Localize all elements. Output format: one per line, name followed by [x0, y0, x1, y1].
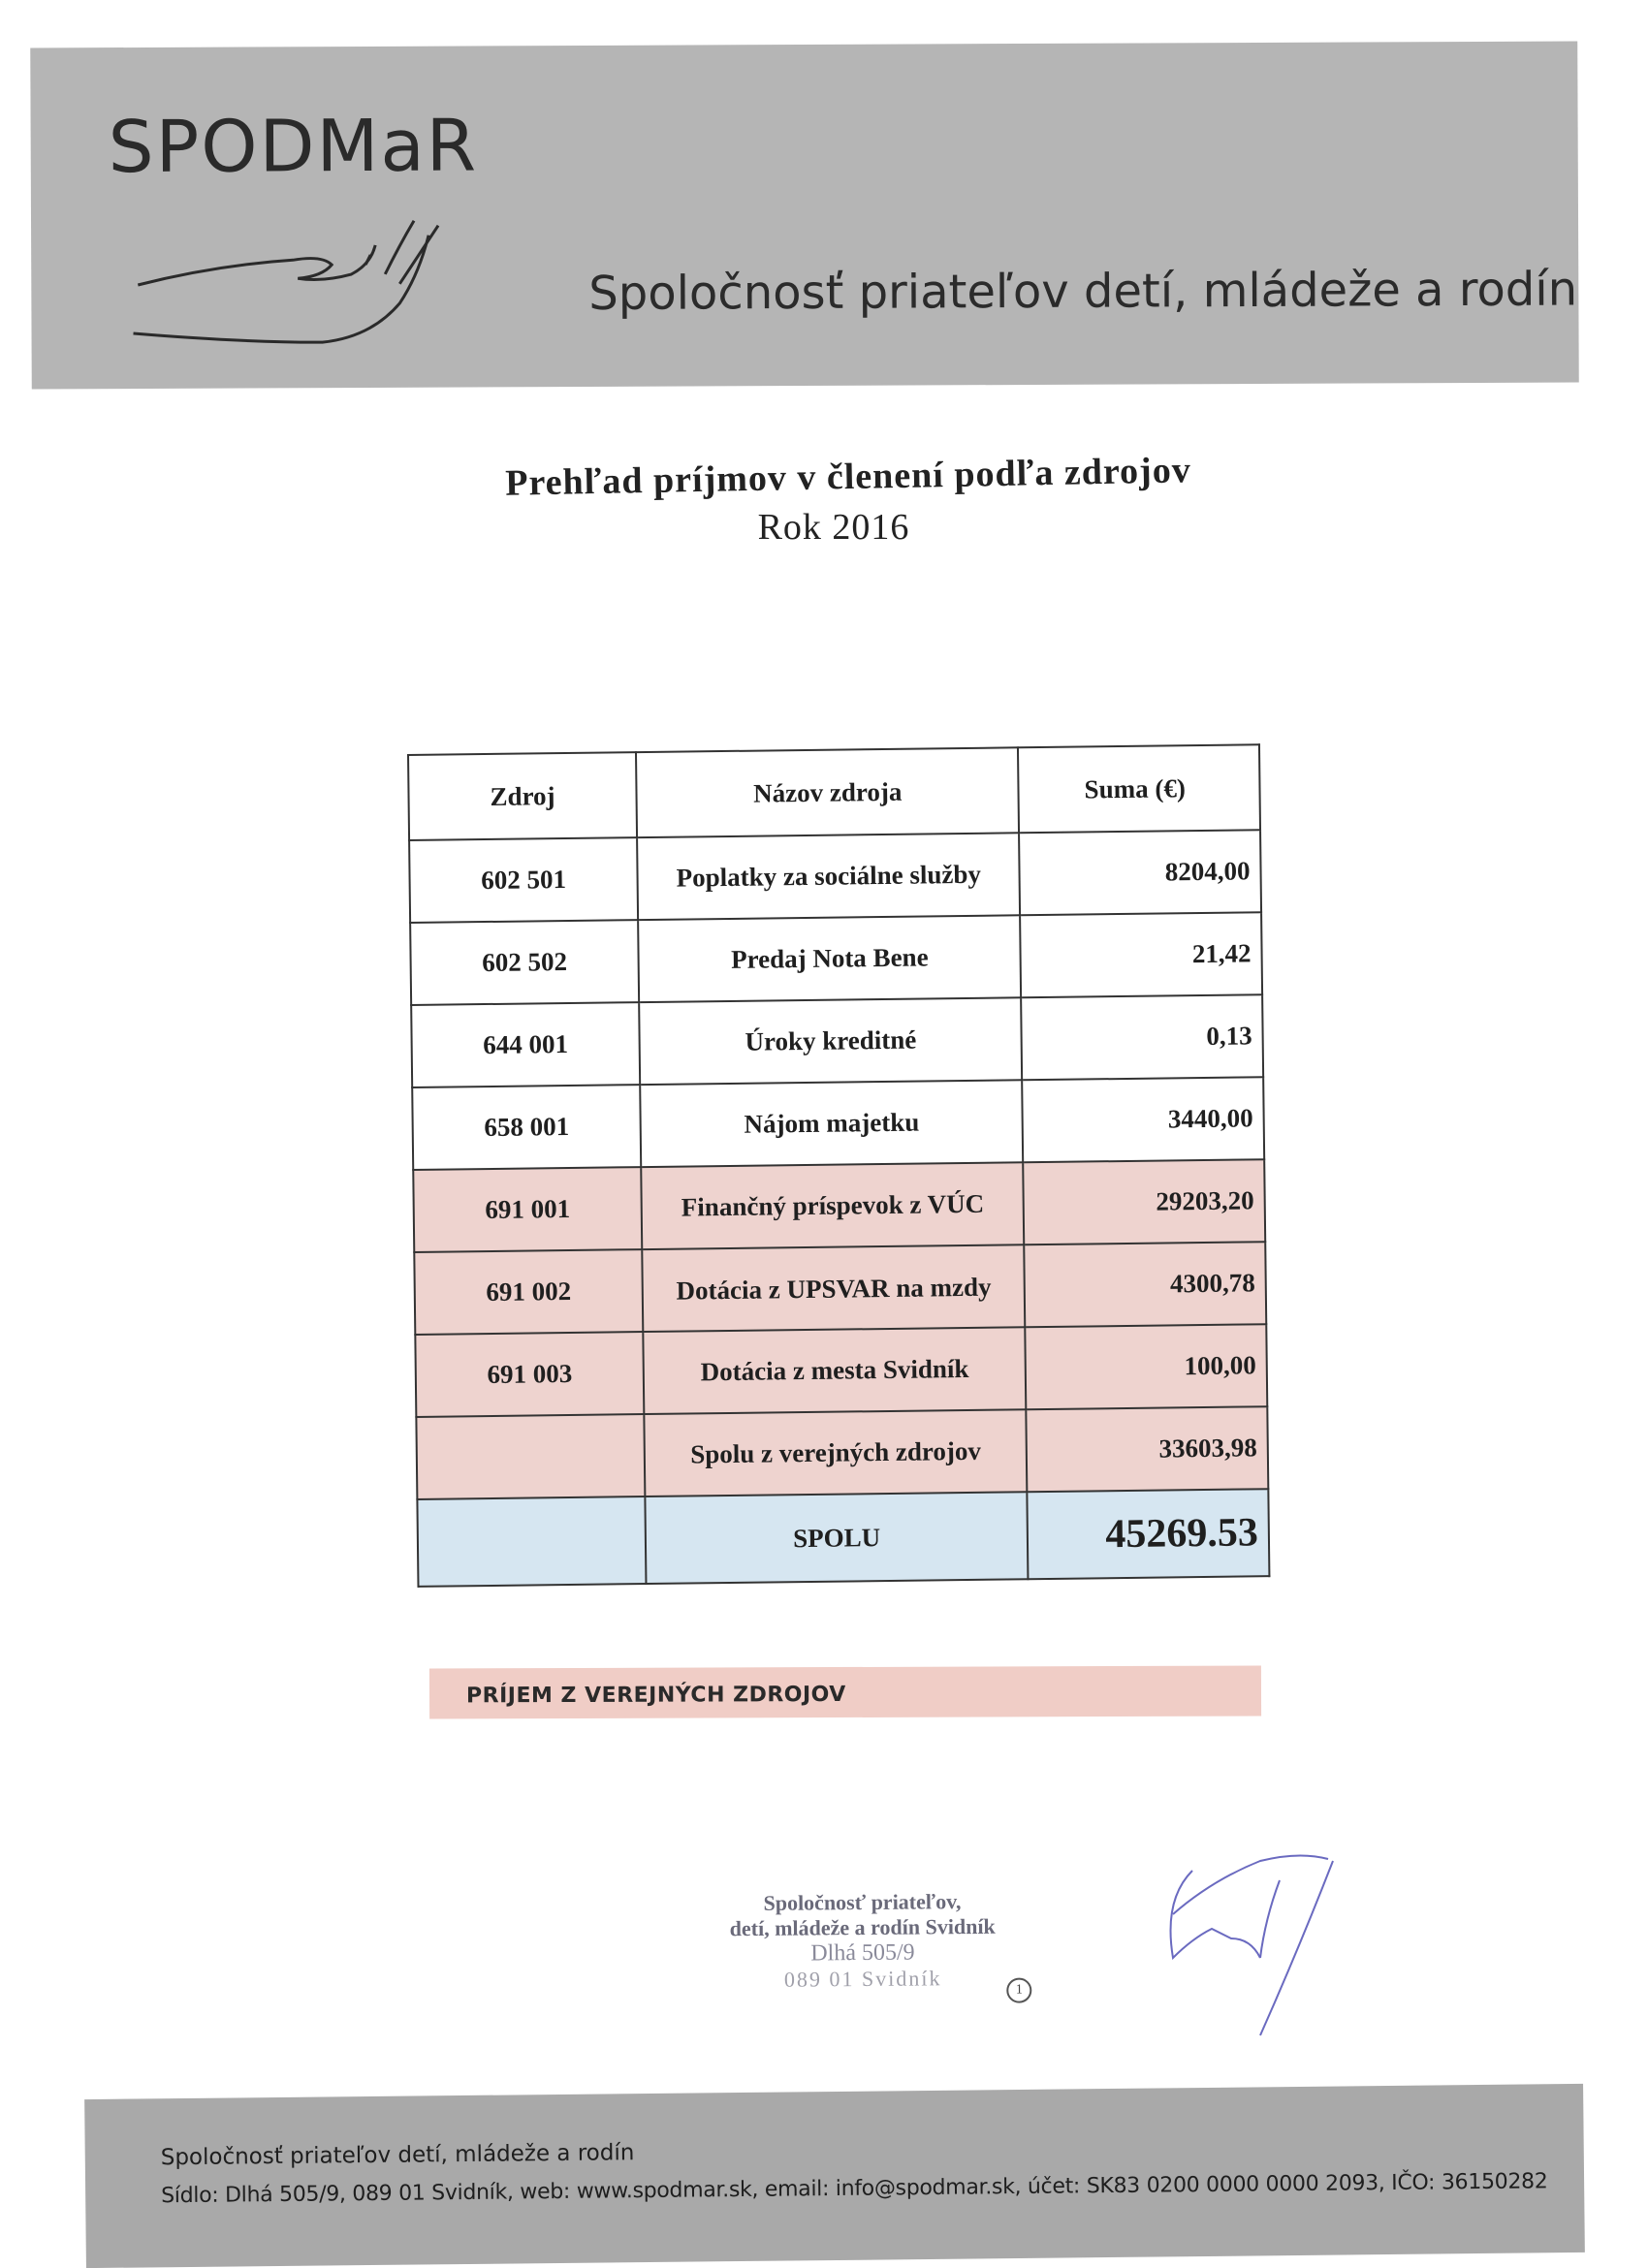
row-code: [416, 1414, 645, 1499]
table-row: [412, 1077, 1264, 1170]
row-sum: 21,42: [1021, 912, 1263, 997]
stamp-line: Spoločnosť priateľov,: [763, 1889, 962, 1915]
footer-org-name: Spoločnosť priateľov detí, mládeže a rodín: [160, 2140, 635, 2171]
table-header-row: [408, 744, 1260, 840]
footer-banner: [84, 2084, 1585, 2268]
header-banner: [30, 42, 1579, 390]
row-code: 602 502: [410, 920, 639, 1005]
row-sum: 29203,20: [1024, 1159, 1266, 1244]
row-code: 691 002: [414, 1249, 643, 1335]
header-name: Názov zdroja: [636, 747, 1019, 837]
table-row-total: [417, 1489, 1269, 1587]
row-sum: 3440,00: [1023, 1077, 1265, 1162]
footer-contact: Sídlo: Dlhá 505/9, 089 01 Svidník, web: www.spodmar.sk, email: info@spodmar.sk, účet: SK83 0200 0000 0000 2093, IČO: 36150282: [161, 2169, 1548, 2209]
logo-text: SPODMaR: [108, 104, 479, 190]
row-name: Predaj Nota Bene: [638, 915, 1021, 1002]
stamp-line: 089 01 Svidník: [783, 1966, 942, 1992]
row-name: Spolu z verejných zdrojov: [644, 1409, 1027, 1496]
row-name: Finančný príspevok z VÚC: [641, 1162, 1024, 1249]
stamp-number: 1: [1006, 1977, 1031, 2002]
header-subtitle: Spoločnosť priateľov detí, mládeže a rodín: [588, 262, 1578, 321]
table-row-public: [414, 1242, 1266, 1335]
table-row-public: [413, 1159, 1265, 1252]
row-code: 691 003: [415, 1332, 644, 1417]
table-row-public: [415, 1324, 1267, 1417]
row-sum: 33603,98: [1027, 1406, 1269, 1492]
row-name: Dotácia z mesta Svidník: [643, 1327, 1026, 1414]
logo: [109, 104, 536, 387]
organization-stamp: [687, 1888, 1037, 2027]
row-code: 691 001: [413, 1167, 642, 1252]
table-row: [411, 994, 1263, 1087]
row-code: 658 001: [412, 1085, 641, 1170]
table-row: [409, 830, 1261, 923]
document-title: Prehľad príjmov v členení podľa zdrojov: [504, 450, 1192, 504]
row-name: Dotácia z UPSVAR na mzdy: [642, 1244, 1025, 1332]
row-sum: 100,00: [1026, 1324, 1268, 1409]
signature-icon: [1154, 1842, 1367, 2055]
row-sum: 8204,00: [1019, 830, 1261, 915]
hand-logo-icon: [128, 205, 517, 382]
row-name: Nájom majetku: [640, 1080, 1023, 1167]
legend-public-sources: [429, 1666, 1261, 1719]
stamp-line: Dlhá 505/9: [810, 1939, 915, 1967]
stamp-line: detí, mládeže a rodín Svidník: [729, 1913, 996, 1941]
income-table: [407, 743, 1270, 1588]
document-year: Rok 2016: [757, 507, 910, 548]
row-sum: 0,13: [1022, 994, 1264, 1080]
header-code: Zdroj: [408, 752, 637, 840]
header-sum: Suma (€): [1018, 744, 1260, 833]
total-sum: 45269.53: [1028, 1489, 1270, 1579]
row-name: Úroky kreditné: [639, 997, 1022, 1085]
legend-label: PRÍJEM Z VEREJNÝCH ZDROJOV: [465, 1682, 846, 1709]
row-name: Poplatky za sociálne služby: [637, 833, 1020, 920]
total-code: [417, 1496, 646, 1587]
row-sum: 4300,78: [1025, 1242, 1267, 1327]
row-code: 644 001: [411, 1002, 640, 1087]
total-name: SPOLU: [645, 1492, 1028, 1584]
table-row: [410, 912, 1262, 1005]
row-code: 602 501: [409, 837, 638, 923]
income-table-wrapper: [407, 743, 1270, 1588]
table-row-public-subtotal: [416, 1406, 1268, 1499]
